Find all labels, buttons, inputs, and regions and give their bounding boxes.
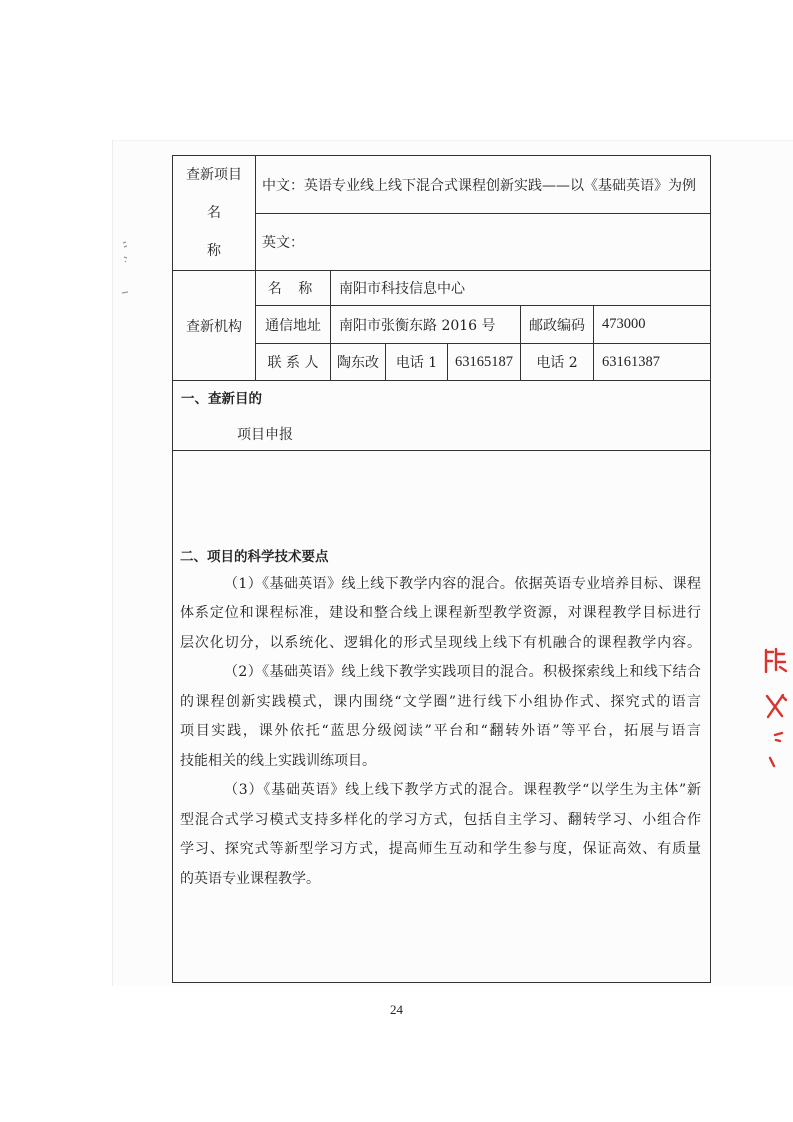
postcode-value: 473000 [594,306,711,344]
paragraph-3 [180,776,701,894]
project-name-label: 名 称 [207,205,235,259]
paragraph-line: （1）《基础英语》线上线下教学内容的混合。依据英语专业培养目标、课程 [224,575,701,592]
postcode-label: 邮政编码 [521,306,594,344]
paragraph-1 [180,570,701,659]
institution-label: 查新机构 [173,271,256,381]
scan-margin-marks [118,238,134,302]
section-search-purpose [173,381,711,451]
section-key-points [173,451,711,983]
paragraph-line: （3）《基础英语》线上线下教学方式的混合。课程教学“以学生为主体”新 [224,782,701,799]
project-chinese-title: 中文：英语专业线上线下混合式课程创新实践——以《基础英语》为例 [256,156,711,214]
phone1-value: 63165187 [448,344,521,381]
paragraph-line: 层次化切分，以系统化、逻辑化的形式呈现线上线下有机融合的课程教学内容。 [180,634,701,651]
project-name-label-cell [173,156,256,271]
contact-label: 联 系 人 [256,344,331,381]
section1-heading: 一、查新目的 [181,390,262,407]
paragraph-line: 技能相关的线上实践训练项目。 [180,752,376,769]
red-stamp-fragment [760,640,793,770]
phone2-value: 63161387 [594,344,711,381]
paragraph-line: 学习、探究式等新型学习方式，提高师生互动和学生参与度，保证高效、有质量 [180,841,701,858]
project-english-title: 英文： [256,214,711,271]
page-number: 24 [390,1002,403,1017]
address-value: 南阳市张衡东路 2016 号 [331,306,521,344]
key-points-body [180,570,701,895]
paragraph-line: 体系定位和课程标准，建设和整合线上课程新型教学资源，对课程教学目标进行 [180,605,701,622]
paragraph-2 [180,658,701,776]
paragraph-line: （2）《基础英语》线上线下教学实践项目的混合。积极探索线上和线下结合 [224,664,701,681]
institution-name: 南阳市科技信息中心 [331,271,711,306]
paragraph-line: 项目实践，课外依托“蓝思分级阅读”平台和“翻转外语”等平台，拓展与语言 [180,723,701,740]
paragraph-line: 型混合式学习模式支持多样化的学习方式，包括自主学习、翻转学习、小组合作 [180,811,701,828]
novelty-search-form [172,155,711,983]
section2-heading: 二、项目的科学技术要点 [180,548,329,565]
paragraph-line: 的课程创新实践模式，课内围绕“文学圈”进行线下小组协作式、探究式的语言 [180,693,701,710]
phone2-label: 电话 2 [521,344,594,381]
contact-value: 陶东改 [331,344,386,381]
paragraph-line: 的英语专业课程教学。 [180,870,320,887]
project-label: 查新项目 [186,167,242,183]
institution-name-label: 名 称 [256,271,331,306]
section1-content: 项目申报 [237,426,293,443]
phone1-label: 电话 1 [386,344,448,381]
address-label: 通信地址 [256,306,331,344]
